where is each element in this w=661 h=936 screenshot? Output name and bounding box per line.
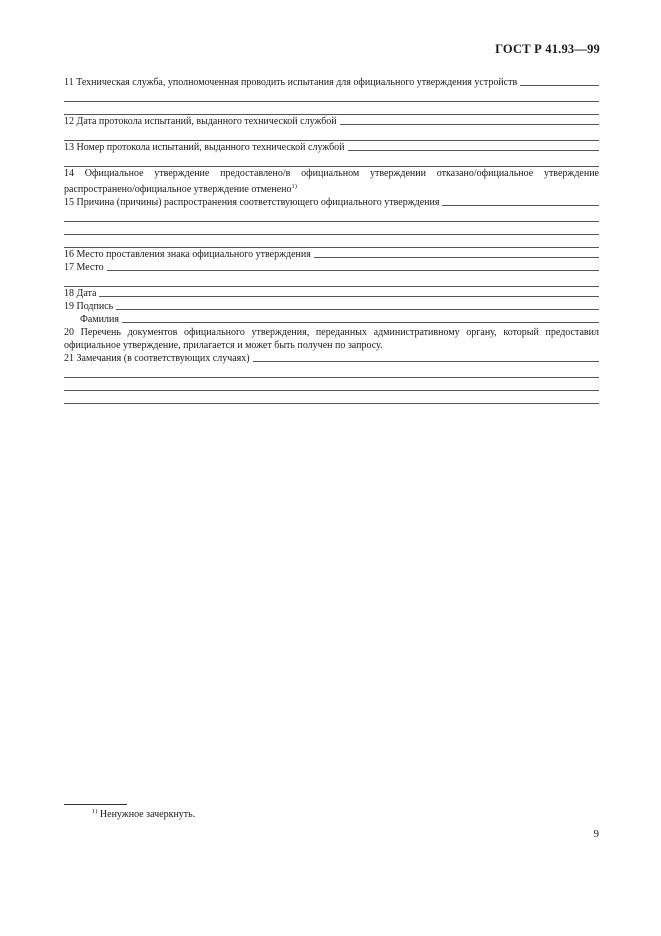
item-12-row [64,115,599,128]
item-16-label: 16 Место проставления знака официального утверждения [64,249,311,260]
footnote [92,808,195,820]
footnote-text: Ненужное зачеркнуть. [99,809,196,820]
item-14-footnote-mark: 1) [291,183,297,190]
item-15-label: 15 Причина (причины) распространения соответствующего официального утверждения [64,197,440,208]
item-21-row [64,352,599,365]
item-17-label: 17 Место [64,262,104,273]
item-14-text [64,167,599,196]
item-19-name-row [64,313,599,326]
item-19-label: 19 Подпись [64,301,114,312]
item-15-line-2[interactable] [64,209,599,222]
item-20-text: 20 Перечень документов официального утверждения, переданных административному органу, который предоставил официальное утверждение, прилагается и может быть получен по запросу. [64,327,599,351]
item-11-label: 11 Техническая служба, уполномоченная проводить испытания для официального утверждения устройств [64,77,518,88]
page-number: 9 [593,828,599,840]
item-11-line-2[interactable] [64,89,599,102]
item-19-row [64,300,599,313]
item-11-field[interactable] [520,76,599,86]
item-15-row [64,196,599,209]
item-15-line-4[interactable] [64,235,599,248]
item-11-row [64,76,599,89]
item-16-row [64,248,599,261]
item-16-field[interactable] [314,248,599,258]
item-18-row [64,287,599,300]
item-15-field[interactable] [442,196,599,206]
item-21-label: 21 Замечания (в соответствующих случаях) [64,353,250,364]
item-12-field[interactable] [340,115,599,125]
item-19-name-label: Фамилия [80,314,119,325]
item-12-label: 12 Дата протокола испытаний, выданного технической службой [64,116,337,127]
item-21-line-4[interactable] [64,391,599,404]
item-21-field[interactable] [253,352,599,362]
form-content [64,76,599,404]
item-13-row [64,141,599,154]
item-14-label: 14 Официальное утверждение предоставлено/в официальном утверждении отказано/официальное утверждение распространено/официальное утверждение отменено [64,168,599,195]
item-13-label: 13 Номер протокола испытаний, выданного технической службой [64,142,345,153]
document-code: ГОСТ Р 41.93—99 [495,42,600,56]
footnote-mark: 1) [92,808,98,815]
item-21-line-3[interactable] [64,378,599,391]
footnote-divider [64,804,127,805]
item-17-line-2[interactable] [64,274,599,287]
item-18-label: 18 Дата [64,288,97,299]
item-19-name-field[interactable] [122,313,599,323]
item-21-line-2[interactable] [64,365,599,378]
item-17-row [64,261,599,274]
item-13-line-2[interactable] [64,154,599,167]
item-19-field[interactable] [116,300,599,310]
item-15-line-3[interactable] [64,222,599,235]
item-13-field[interactable] [348,141,599,151]
item-18-field[interactable] [99,287,599,297]
item-11-line-3[interactable] [64,102,599,115]
item-12-line-2[interactable] [64,128,599,141]
item-17-field[interactable] [107,261,599,271]
